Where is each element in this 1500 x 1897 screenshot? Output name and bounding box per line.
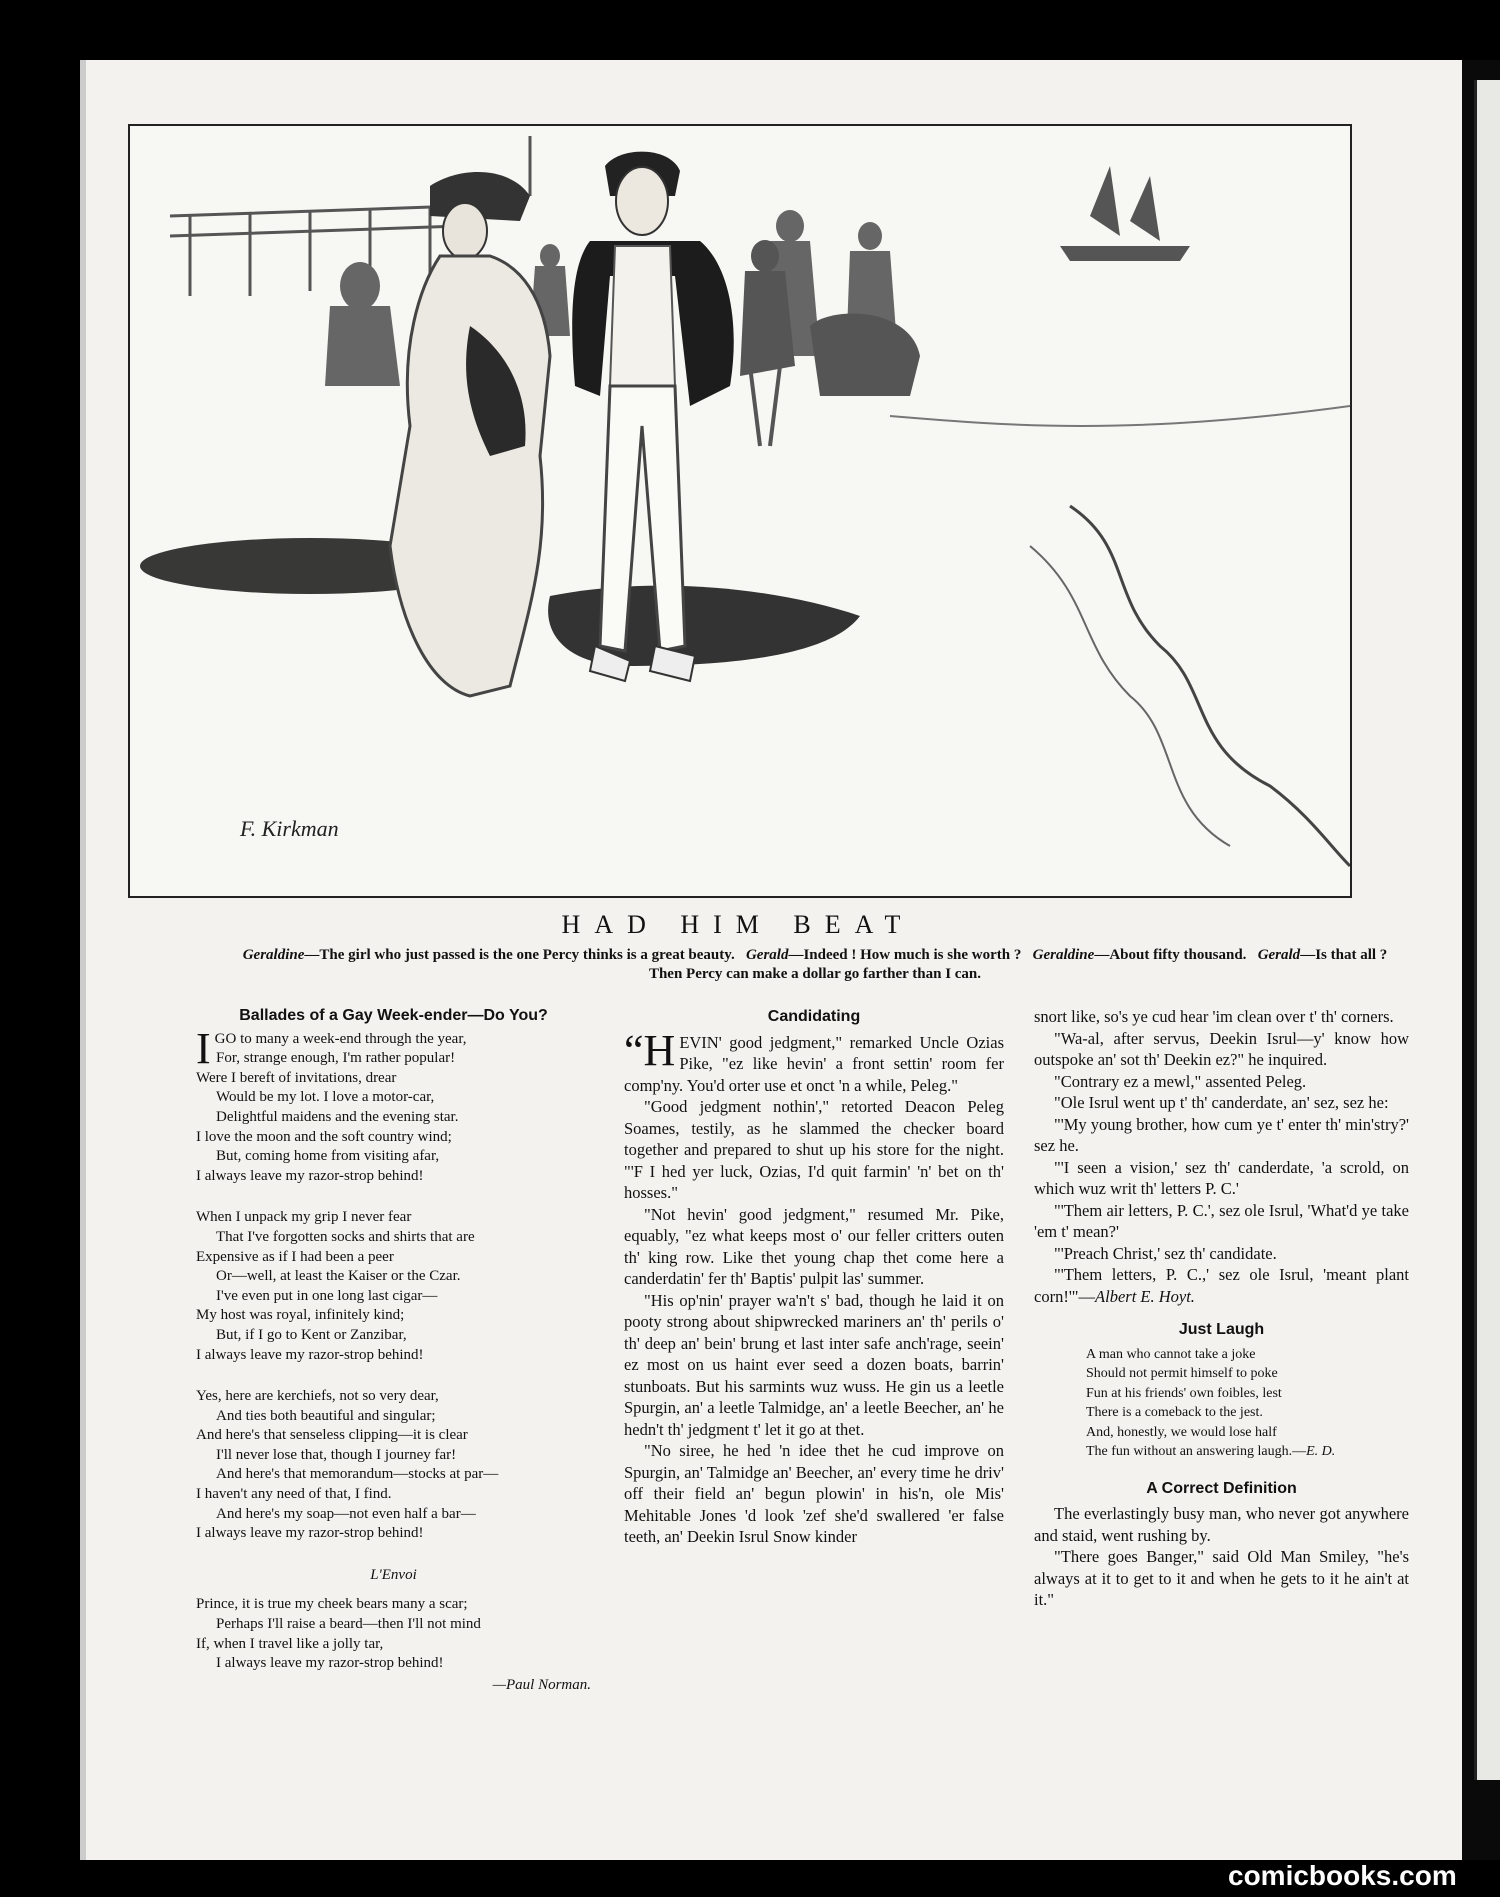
verse-line: And here's my soap—not even half a bar—	[216, 1505, 476, 1522]
paragraph-text: EVIN' good jedgment," remarked Uncle Ozias Pike, "ez like hevin' a front settin' room fer comp'ny. You'd orter use et onct 'n a while, Peleg."	[624, 1032, 1004, 1095]
verse-line: Were I bereft of invitations, drear	[196, 1069, 397, 1086]
verse-line: There is a comeback to the jest.	[1086, 1405, 1263, 1420]
verse-line: Would be my lot. I love a motor-car,	[216, 1089, 435, 1106]
verse-line: A man who cannot take a joke	[1086, 1346, 1256, 1362]
verse-line: Should not permit himself to poke	[1086, 1366, 1278, 1381]
verse-line: I always leave my razor-strop behind!	[196, 1525, 424, 1542]
caption-speaker-gerald: Gerald	[745, 947, 789, 963]
verse-line: If, when I travel like a jolly tar,	[196, 1635, 384, 1652]
cartoon-caption	[225, 946, 1405, 984]
verse-line: I always leave my razor-strop behind!	[196, 1346, 424, 1363]
candidating-paragraph: "'I seen a vision,' sez th' canderdate, 'a scrold, on which wuz writ th' letters P. C.'	[1034, 1157, 1409, 1198]
verse-text: The fun without an answering laugh.—	[1086, 1444, 1307, 1459]
candidating-paragraph: "No siree, he hed 'n idee thet he cud improve on Spurgin, an' Talmidge an' Beecher, an' every time he driv' off their field an' begun plowin' in his'n, ole Mis' Mehitable Jones 'd look 'zef she'd swallered 'er false teeth, an' Deekin Isrul Snow kinder	[624, 1441, 1004, 1546]
candidating-paragraph: "Good jedgment nothin'," retorted Deacon Peleg Soames, testily, as he slammed the checker board together and prepared to shut up his store for the night. "'F I hed yer luck, Ozias, I'd quit farmin' 'n' bet on th' hosses."	[624, 1097, 1004, 1202]
candidating-dropcap: “H	[624, 1025, 676, 1075]
verse-line: I love the moon and the soft country wind;	[196, 1128, 452, 1145]
candidating-paragraph: "'Preach Christ,' sez th' candidate.	[1054, 1243, 1277, 1263]
verse-line: When I unpack my grip I never fear	[196, 1209, 412, 1226]
caption-speaker-gerald-2: Gerald	[1257, 947, 1301, 963]
candidating-paragraph	[1034, 1264, 1409, 1307]
verse-line: That I've forgotten socks and shirts that are	[216, 1228, 475, 1245]
definition-paragraph: The everlastingly busy man, who never got anywhere and staid, went rushing by.	[1034, 1504, 1409, 1545]
candidating-paragraph: "His op'nin' prayer wa'n't s' bad, though he laid it on pooty strong about shipwrecked mariners an' th' perils o' th' deep an' bein' brung et last inter safe anch'rage, seein' ez most on us haint ever seed a dozen boats, barrin' stunboats. But his sarmints wuz wuss. He gin us a leetle Spurgin, an' a leetle Talmidge, an' a leetle Beecher, an' he hedn't th' jedgment t' let it go at thet.	[624, 1290, 1004, 1439]
ballade-author: —Paul Norman.	[492, 1676, 591, 1693]
artist-signature: F. Kirkman	[240, 816, 339, 841]
verse-line: And here's that senseless clipping—it is clear	[196, 1427, 468, 1444]
candidating-author: Albert E. Hoyt.	[1095, 1286, 1195, 1306]
candidating-paragraph	[624, 1025, 1004, 1097]
verse-line: I haven't any need of that, I find.	[196, 1486, 392, 1503]
candidating-column	[624, 1006, 1004, 1548]
verse-line: I'll never lose that, though I journey far!	[216, 1446, 457, 1463]
candidating-paragraph: "Ole Isrul went up t' th' canderdate, an' sez, sez he:	[1054, 1093, 1389, 1112]
caption-speaker-geraldine-2: Geraldine	[1032, 947, 1095, 963]
next-page-edge	[1474, 80, 1500, 1780]
caption-line-1: —The girl who just passed is the one Percy thinks is a great beauty.	[304, 947, 735, 963]
ballade-dropcap: I	[196, 1023, 211, 1073]
verse-line	[1086, 1442, 1409, 1462]
verse-line: But, coming home from visiting afar,	[216, 1148, 440, 1165]
just-laugh-author: E. D.	[1306, 1444, 1336, 1459]
verse-line: Perhaps I'll raise a beard—then I'll not mind	[216, 1616, 481, 1633]
envoi-title: L'Envoi	[370, 1566, 417, 1583]
verse-line: I always leave my razor-strop behind!	[196, 1167, 424, 1184]
ballade-stanza-1	[196, 1023, 591, 1187]
definition-paragraph: "There goes Banger," said Old Man Smiley, "he's always at it to get to it and when he gets to it he ain't at it."	[1034, 1547, 1409, 1609]
site-watermark: comicbooks.com	[1228, 1860, 1457, 1891]
verse-line: GO to many a week-end through the year,	[214, 1030, 467, 1047]
paragraph-text: "'Them letters, P. C.,' sez ole Isrul, 'meant plant corn!'"—	[1034, 1265, 1409, 1306]
verse-line: Delightful maidens and the evening star.	[216, 1108, 459, 1125]
just-laugh-verse	[1034, 1345, 1409, 1462]
candidating-paragraph: "Not hevin' good jedgment," resumed Mr. Pike, equably, "ez what keeps most o' our feller critters outen th' king row. Like thet young chap thet come here a canderdatin' fer th' Baptis' pulpit las' summer.	[624, 1204, 1004, 1288]
ballade-stanza-3	[196, 1387, 591, 1544]
right-column	[1034, 1006, 1409, 1611]
verse-line: Prince, it is true my cheek bears many a scar;	[196, 1596, 468, 1613]
ballade-stanza-2	[196, 1208, 591, 1365]
caption-line-2: —Indeed ! How much is she worth ?	[788, 947, 1022, 963]
candidating-paragraph: "Contrary ez a mewl," assented Peleg.	[1054, 1071, 1307, 1091]
verse-line: Expensive as if I had been a peer	[196, 1248, 394, 1265]
verse-line: And, honestly, we would lose half	[1086, 1424, 1277, 1440]
verse-line: I always leave my razor-strop behind!	[216, 1655, 444, 1672]
verse-line: I've even put in one long last cigar—	[216, 1287, 438, 1304]
verse-line: And ties both beautiful and singular;	[216, 1407, 436, 1424]
ballade-envoi	[196, 1595, 591, 1673]
verse-line: For, strange enough, I'm rather popular!	[216, 1050, 456, 1067]
candidating-paragraph: "'My young brother, how cum ye t' enter th' min'stry?' sez he.	[1034, 1114, 1409, 1155]
beach-illustration	[128, 124, 1352, 898]
candidating-title: Candidating	[767, 1008, 861, 1025]
verse-line: Fun at his friends' own foibles, lest	[1086, 1385, 1282, 1401]
ballade-title: Ballades of a Gay Week-ender—Do You?	[239, 1007, 548, 1024]
candidating-paragraph: "'Them air letters, P. C.', sez ole Isrul, 'What'd ye take 'em t' mean?'	[1034, 1200, 1409, 1241]
caption-line-4: —Is that all ? Then Percy can make a dollar go farther than I can.	[648, 947, 1388, 982]
verse-line: But, if I go to Kent or Zanzibar,	[216, 1326, 407, 1343]
definition-title: A Correct Definition	[1146, 1479, 1297, 1497]
caption-line-3: —About fifty thousand.	[1094, 947, 1247, 963]
ballade-column	[196, 1006, 591, 1695]
just-laugh-title: Just Laugh	[1178, 1321, 1265, 1338]
cartoon-title: HAD HIM BEAT	[561, 910, 915, 939]
verse-line: My host was royal, infinitely kind;	[196, 1307, 405, 1324]
verse-line: Yes, here are kerchiefs, not so very dear,	[196, 1388, 439, 1405]
verse-line: And here's that memorandum—stocks at par—	[216, 1466, 499, 1483]
verse-line: Or—well, at least the Kaiser or the Czar.	[216, 1268, 461, 1285]
candidating-paragraph: snort like, so's ye cud hear 'im clean over t' th' corners.	[1034, 1007, 1394, 1026]
candidating-paragraph: "Wa-al, after servus, Deekin Isrul—y' know how outspoke an' sot th' Deekin ez?" he inquired.	[1034, 1028, 1409, 1069]
caption-speaker-geraldine: Geraldine	[242, 947, 305, 963]
illustration-drawing	[130, 126, 1350, 896]
